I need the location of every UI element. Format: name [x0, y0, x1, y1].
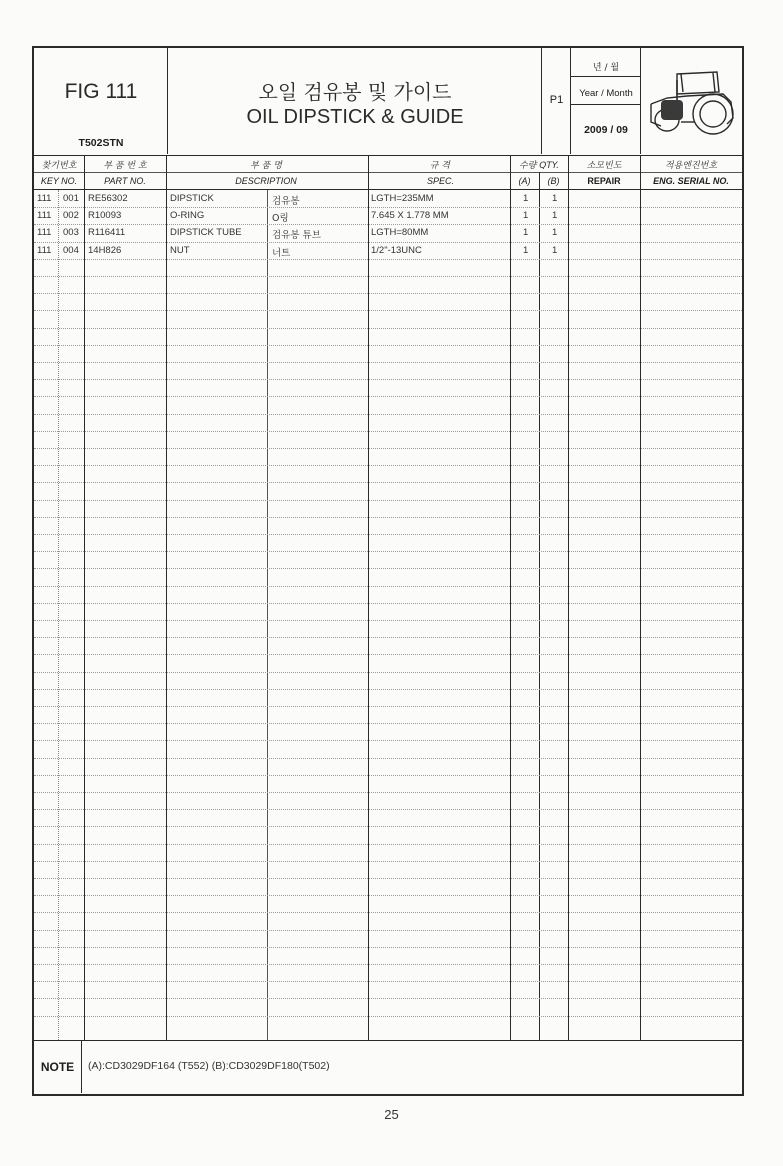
col-part-ko: 부 품 번 호 [103, 161, 147, 171]
cell-desc-en: O-RING [170, 210, 205, 222]
cell-key: 002 [63, 210, 79, 222]
cell-spec: LGTH=235MM [371, 193, 434, 204]
page-number: 25 [384, 1107, 399, 1122]
note-label: NOTE [34, 1041, 82, 1093]
note-section [34, 1040, 742, 1094]
col-serial: ENG. SERIAL NO. [653, 176, 729, 186]
cell-desc-ko: 검유봉 튜브 [272, 230, 321, 242]
tractor-icon [647, 62, 737, 142]
tractor-illustration-cell [641, 48, 742, 154]
cell-qty-b: 1 [552, 210, 558, 222]
date-value: 2009 / 09 [584, 124, 628, 136]
col-part: PART NO. [104, 176, 146, 186]
title-english: OIL DIPSTICK & GUIDE [246, 106, 464, 128]
cell-part-no: R10093 [88, 210, 122, 222]
cell-desc-en: DIPSTICK TUBE [170, 227, 242, 239]
col-qty: 수량 QTY. [518, 161, 560, 171]
table-row [34, 190, 742, 207]
parts-sheet-frame [32, 46, 744, 1096]
cell-desc-ko: O링 [272, 213, 289, 225]
col-spec-ko: 규 격 [429, 161, 450, 171]
cell-qty-b: 1 [552, 193, 558, 204]
table-row [34, 242, 742, 259]
col-key-ko: 찾기번호 [41, 161, 77, 171]
page-code-cell [542, 48, 571, 154]
note-text: (A):CD3029DF164 (T552) (B):CD3029DF180(T502) [88, 1060, 330, 1072]
cell-qty-b: 1 [552, 244, 558, 256]
table-row [34, 224, 742, 241]
cell-spec: 1/2"-13UNC [371, 244, 422, 256]
col-key: KEY NO. [40, 176, 78, 186]
cell-fig: 111 [37, 227, 52, 239]
cell-qty-b: 1 [552, 227, 558, 239]
cell-qty-a: 1 [523, 210, 529, 222]
cell-qty-a: 1 [523, 227, 529, 239]
title-korean: 오일 검유봉 및 가이드 [258, 80, 452, 104]
col-spec: SPEC. [426, 176, 454, 186]
page-code: P1 [549, 94, 564, 106]
col-repair-ko: 소모빈도 [586, 161, 622, 171]
sheet-header [34, 48, 742, 156]
column-header [34, 156, 742, 190]
cell-spec: 7.645 X 1.778 MM [371, 210, 449, 222]
cell-desc-ko: 너트 [272, 247, 291, 259]
cell-qty-a: 1 [523, 244, 529, 256]
cell-part-no: 14H826 [88, 244, 122, 256]
title-cell [168, 48, 542, 154]
cell-desc-en: DIPSTICK [170, 193, 214, 204]
model-name: T502STN [78, 137, 124, 149]
cell-key: 004 [63, 244, 79, 256]
cell-desc-en: NUT [170, 244, 190, 256]
cell-qty-a: 1 [523, 193, 529, 204]
date-label-english: Year / Month [579, 88, 633, 99]
fig-cell [34, 48, 168, 154]
cell-spec: LGTH=80MM [371, 227, 429, 239]
cell-fig: 111 [37, 193, 52, 204]
date-cell [571, 48, 641, 154]
cell-key: 001 [63, 193, 79, 204]
cell-key: 003 [63, 227, 79, 239]
col-repair: REPAIR [587, 176, 621, 186]
date-label-korean: 년 / 월 [592, 63, 620, 73]
col-desc-ko: 부 품 명 [250, 161, 282, 171]
col-serial-ko: 적용엔진번호 [664, 161, 718, 171]
col-qty-b: (B) [547, 176, 560, 186]
fig-number: FIG 111 [64, 80, 138, 103]
cell-desc-ko: 검유봉 [272, 196, 300, 207]
col-qty-a: (A) [518, 176, 531, 186]
table-row [34, 207, 742, 224]
parts-table [34, 190, 742, 1040]
cell-part-no: RE56302 [88, 193, 128, 204]
cell-fig: 111 [37, 244, 52, 256]
col-desc: DESCRIPTION [235, 176, 297, 186]
cell-part-no: R116411 [88, 227, 126, 239]
cell-fig: 111 [37, 210, 52, 222]
